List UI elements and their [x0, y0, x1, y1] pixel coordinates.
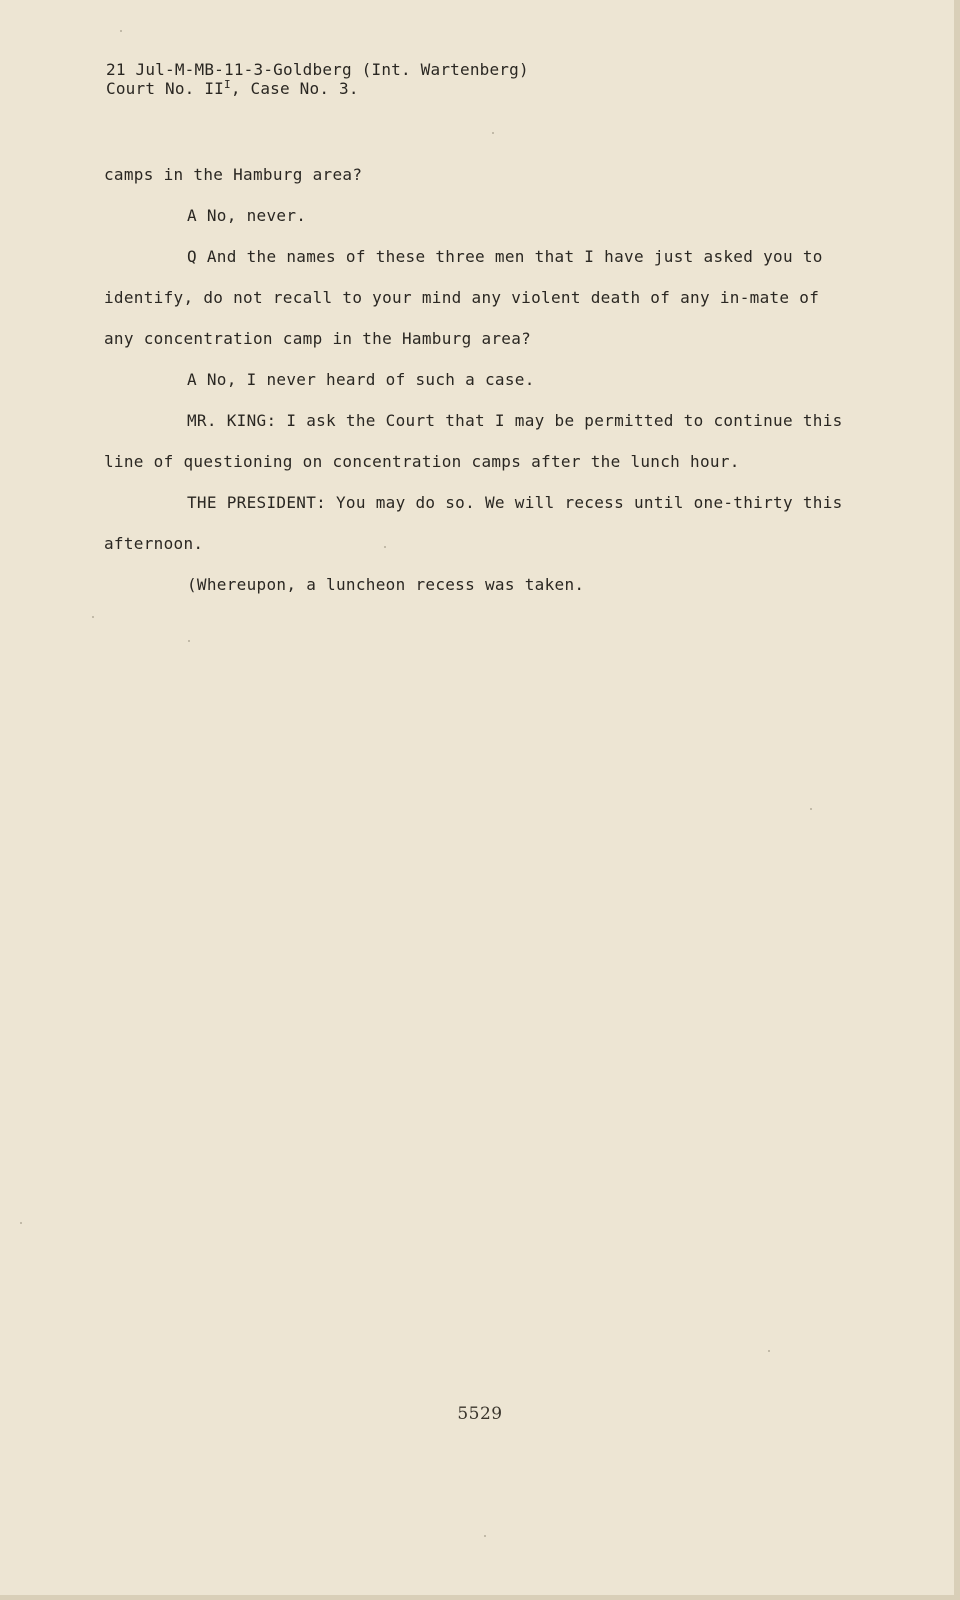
page-right-edge	[954, 0, 960, 1600]
header-case-label: , Case No. 3.	[230, 79, 359, 98]
transcript-paragraph: camps in the Hamburg area?	[104, 165, 363, 184]
paper-speck	[768, 1350, 770, 1352]
paper-speck	[384, 546, 386, 548]
paper-speck	[492, 132, 494, 134]
document-header	[106, 60, 529, 98]
transcript-body	[104, 154, 844, 605]
paper-speck	[484, 1535, 486, 1537]
paper-speck	[120, 30, 122, 32]
page-number: 5529	[457, 1404, 503, 1424]
paper-speck	[20, 1222, 22, 1224]
paper-speck	[810, 808, 812, 810]
paper-speck	[92, 616, 94, 618]
header-line-2	[106, 79, 529, 98]
transcript-paragraph: Q And the names of these three men that I have just asked you to identify, do not recall to your mind any violent death of any in-mate of any concentration camp in the Hamburg area?	[104, 247, 823, 348]
header-line-1: 21 Jul-M-MB-11-3-Goldberg (Int. Wartenberg)	[106, 60, 529, 79]
transcript-paragraph: MR. KING: I ask the Court that I may be permitted to continue this line of questioning on concentration camps after the lunch hour.	[104, 411, 843, 471]
header-court-label: Court No. II	[106, 79, 224, 98]
page-bottom-edge	[0, 1595, 960, 1600]
transcript-paragraph: (Whereupon, a luncheon recess was taken.	[187, 575, 585, 594]
transcript-paragraph: A No, never.	[187, 206, 307, 225]
transcript-paragraph: THE PRESIDENT: You may do so. We will recess until one-thirty this afternoon.	[104, 493, 843, 553]
transcript-paragraph: A No, I never heard of such a case.	[187, 370, 535, 389]
header-court-superscript: I	[224, 78, 231, 91]
paper-speck	[188, 640, 190, 642]
